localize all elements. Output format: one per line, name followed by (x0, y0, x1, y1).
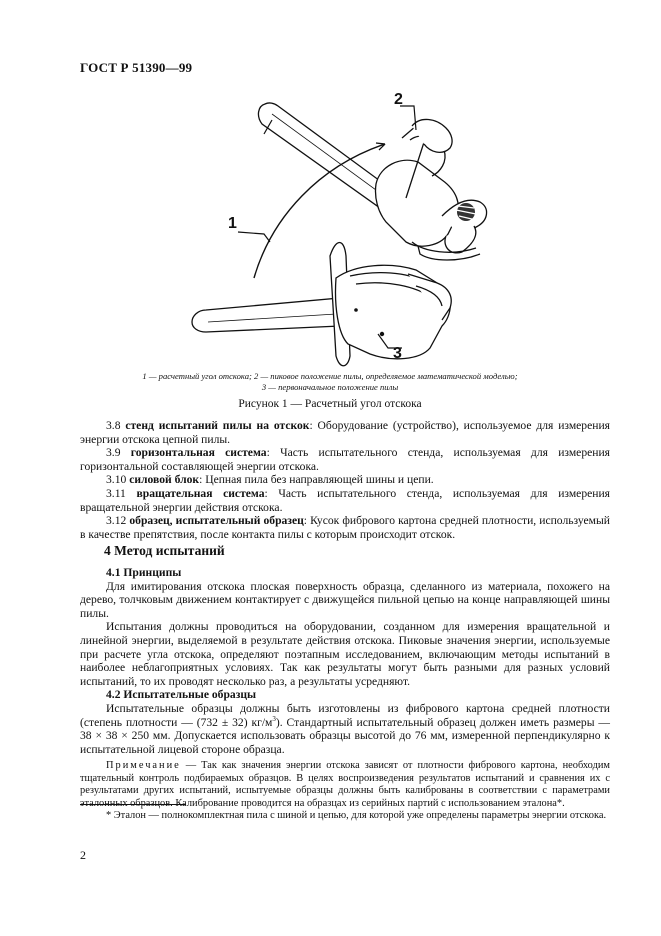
principles-paragraph-2: Испытания должны проводиться на оборудовании, созданном для измерения вращательной и линейной энергии, выделяемой в результате действия отскока. Пиковые значения энергии, используемые при расчете угла отскока, определяют поэтапным исследованием, включающим методы испытаний в наиболее неблагоприятных условиях. Так как результаты могут быть разными для разных условий испытаний, то их проводят несколько раз, а результаты усредняют. (80, 620, 610, 688)
definition-text: : Цепная пила без направляющей шины и цепи. (199, 473, 434, 487)
figure-legend-line-1: 1 — расчетный угол отскока; 2 — пиковое положение пилы, определяемое математической моделью; (142, 371, 518, 381)
raised-saw (258, 103, 486, 260)
principles-paragraph-1: Для имитирования отскока плоская поверхность образца, сделанного из материала, похожего на дерево, толчковым движением контактирует с движущейся пильной цепью на конце направляющей шины пилы. (80, 579, 610, 620)
definition-number: 3.9 (106, 446, 121, 460)
note-label: Примечание (106, 760, 181, 772)
definitions-block (80, 419, 610, 541)
definition-3-8 (80, 419, 610, 446)
definition-3-9 (80, 446, 610, 473)
note-text: — Так как значения энергии отскока зависят от плотности фибрового картона, необходим тщательный контроль подбираемых образцов. В целях воспроизведения результатов испытаний и сравнения их с результатами других испытаний, испытуемые образцы должны быть калиброваны в соответствии с параметрами эталонных образцов. Калибрование проводится на образцах из серийных партий с использованием эталона*. (80, 760, 610, 809)
initial-saw (192, 243, 451, 366)
definition-3-12 (80, 514, 610, 541)
definition-text: : Часть испытательного стенда, используемая для измерения горизонтальной составляющей энергии отскока. (80, 446, 611, 473)
definition-term: образец, испытательный образец (129, 514, 304, 528)
definition-term: горизонтальная система (130, 446, 267, 460)
definition-3-11 (80, 487, 610, 514)
standard-header: ГОСТ Р 51390—99 (80, 60, 193, 75)
subsection-4-1-heading: 4.1 Принципы (106, 566, 182, 579)
definition-term: стенд испытаний пилы на отскок (125, 419, 310, 432)
definition-text: : Часть испытательного стенда, используемая для измерения вращательной энергии действия отскока. (80, 486, 611, 514)
definition-term: силовой блок (129, 473, 200, 487)
footnote (80, 810, 610, 823)
figure-title: Рисунок 1 — Расчетный угол отскока (238, 398, 422, 410)
definition-text: : Кусок фибрового картона средней плотности, используемый в качестве препятствия, после контакта пилы с которым происходит отскок. (80, 514, 610, 541)
definition-number: 3.12 (106, 514, 127, 528)
figure-legend-line-2: 3 — первоначальное положение пилы (261, 382, 399, 392)
definition-number: 3.11 (106, 486, 126, 500)
definition-number: 3.10 (106, 473, 127, 487)
subsection-4-2-heading: 4.2 Испытательные образцы (106, 688, 257, 702)
superscript-3: 3 (272, 714, 276, 723)
figure-label-2: 2 (394, 91, 403, 108)
definition-number: 3.8 (106, 419, 121, 432)
definition-term: вращательная система (136, 486, 265, 500)
specimens-text-b: ). Стандартный испытательный образец должен иметь размеры — 38 × 38 × 250 мм. Допускается использовать образцы высотой до 76 мм, измеренной перпендикулярно к испытательной лицевой стороне образца. (80, 715, 610, 756)
figure-legend (100, 371, 560, 393)
note-paragraph (80, 760, 610, 810)
specimens-paragraph (80, 702, 610, 756)
footnote-divider (80, 804, 186, 805)
definition-3-10 (80, 473, 610, 487)
chainsaw-kickback-figure (180, 86, 500, 370)
page-number: 2 (80, 848, 86, 862)
section-4-body (80, 566, 610, 810)
specimens-text-a: Испытательные образцы должны быть изготовлены из фибрового картона средней плотности (степень плотности — (732 ± 32) кг/м (80, 701, 610, 729)
figure-label-3: 3 (393, 345, 402, 362)
section-4-heading: 4 Метод испытаний (104, 543, 225, 558)
figure-label-1: 1 (228, 215, 237, 232)
definition-text: : Оборудование (устройство), используемое для измерения энергии отскока цепной пилы. (80, 419, 610, 446)
footnote-text: * Эталон — полнокомплектная пила с шиной и цепью, для которой уже определены параметры энергии отскока. (106, 810, 607, 821)
